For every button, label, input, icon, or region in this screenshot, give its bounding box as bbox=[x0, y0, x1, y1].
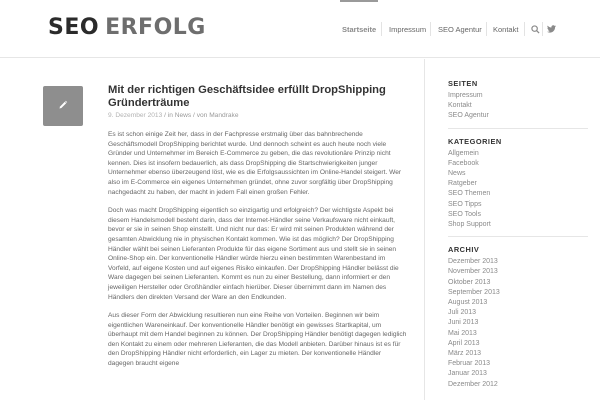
widget-divider bbox=[448, 236, 588, 237]
archive-link[interactable]: August 2013 bbox=[448, 299, 488, 307]
logo-text-primary: SEO bbox=[48, 15, 100, 40]
sidebar bbox=[448, 79, 588, 390]
category-link[interactable]: Shop Support bbox=[448, 221, 491, 229]
meta-separator: / von bbox=[191, 112, 210, 119]
category-link[interactable]: Allgemein bbox=[448, 149, 479, 157]
archive-link[interactable]: Februar 2013 bbox=[448, 360, 491, 368]
nav-startseite[interactable]: Startseite bbox=[342, 25, 377, 34]
nav-divider bbox=[542, 22, 543, 36]
nav-divider bbox=[486, 22, 487, 36]
nav-seo-agentur[interactable]: SEO Agentur bbox=[438, 25, 482, 34]
meta-separator: / in bbox=[162, 112, 175, 119]
archive-link[interactable]: Juli 2013 bbox=[448, 309, 477, 317]
post-paragraph: Es ist schon einige Zeit her, dass in der Fachpresse erstmalig über das bahnbrechende Geschäftsmodell DropShipping berichtet wurde. Und dennoch scheint es auch heute noch viele Gründer und Unternehmer im Bereich E-Commerce zu geben, die das revolutionäre Prinzip nicht kennen. Dies ist insofern bedauerlich, als dass DropShipping die Startschwierigkeiten junger Unternehmer ebenso überzeugend löst, wie es die Erfolgsaussichten im Online-Handel steigert. Wer also im E-Commerce ein eigenes Unternehmen gründet, ohne zuvor sorgfältig über DropShipping nachgedacht zu haben, der macht in jedem Fall einen großen Fehler. bbox=[108, 131, 402, 196]
post-date[interactable]: 9. Dezember 2013 bbox=[108, 112, 163, 119]
search-icon[interactable] bbox=[530, 24, 540, 34]
archive-link[interactable]: September 2013 bbox=[448, 288, 500, 296]
page-link-kontakt[interactable]: Kontakt bbox=[448, 102, 472, 110]
nav-impressum[interactable]: Impressum bbox=[389, 25, 427, 34]
page-link-impressum[interactable]: Impressum bbox=[448, 92, 483, 99]
category-link[interactable]: Facebook bbox=[448, 159, 479, 167]
nav-divider bbox=[381, 22, 382, 36]
post-meta bbox=[108, 112, 239, 119]
post-paragraph: Aus dieser Form der Abwicklung resultieren nun eine Reihe von Vorteilen. Beginnen wir beim eigentlichen Wareneinkauf. Der konventionelle Händler benötigt ein gewisses Startkapital, um überhaupt mit dem Handel beginnen zu können. Der DropShipping Händler benötigt dagegen lediglich den Kontakt zu einem oder mehreren Lieferanten, die das Modell anbieten. Darüber hinaus ist es für den DropShipping Händler nicht erforderlich, ein Lager zu mieten. Der konventionelle Händler dagegen braucht eigene bbox=[108, 312, 407, 368]
post-content bbox=[108, 130, 408, 378]
site-logo[interactable] bbox=[48, 16, 206, 40]
archive-link[interactable]: Mai 2013 bbox=[448, 329, 477, 337]
widget-title-categories: KATEGORIEN bbox=[448, 136, 502, 146]
page-link-seo-agentur[interactable]: SEO Agentur bbox=[448, 112, 489, 120]
archive-list bbox=[448, 257, 588, 390]
post-category-link[interactable]: News bbox=[174, 112, 192, 119]
nav-divider bbox=[430, 22, 431, 36]
sidebar-divider bbox=[424, 59, 425, 400]
archive-link[interactable]: Oktober 2013 bbox=[448, 278, 491, 286]
widget-divider bbox=[448, 128, 588, 129]
widget-title-pages: SEITEN bbox=[448, 79, 478, 88]
logo-text-secondary: ERFOLG bbox=[105, 15, 206, 40]
archive-link[interactable]: März 2013 bbox=[448, 350, 482, 358]
pencil-icon bbox=[58, 97, 68, 115]
twitter-icon[interactable] bbox=[546, 24, 556, 34]
archive-link[interactable]: Juni 2013 bbox=[448, 319, 479, 327]
archive-link[interactable]: November 2013 bbox=[448, 268, 498, 276]
nav-kontakt[interactable]: Kontakt bbox=[493, 25, 519, 34]
category-link[interactable]: SEO Themen bbox=[448, 190, 491, 198]
pages-list bbox=[448, 91, 588, 122]
widget-title-archive: ARCHIV bbox=[448, 245, 480, 255]
category-link[interactable]: Ratgeber bbox=[448, 180, 477, 188]
category-link[interactable]: SEO Tipps bbox=[448, 200, 482, 208]
site-header bbox=[0, 0, 600, 58]
archive-link[interactable]: Januar 2013 bbox=[448, 370, 487, 378]
archive-link[interactable]: Dezember 2013 bbox=[448, 258, 498, 266]
post-format-badge bbox=[43, 86, 83, 126]
nav-divider bbox=[524, 22, 525, 36]
post-paragraph: Doch was macht DropShipping eigentlich so einzigartig und erfolgreich? Der wichtigste Aspekt bei diesem Handelsmodell besteht darin, dass der Internet-Händler seine Verkaufsware nicht einkauft, bevor er sie in seinen Shop einstellt. Und nicht nur das: Er wird mit seinen Produkten während der gesamten Abwicklung nie in physischen Kontakt kommen. Wie ist das möglich? Der DropShipping Händler wählt bei seinen Lieferanten Produkte für das eigene Sortiment aus und stellt sie in seinen Online-Shop ein. Der konventionelle Händler würde hierzu einen bestimmten Warenbestand im Vorfeld, auf eigene Kosten und auf eigenes Risiko einkaufen. Der DropShipping Händler belässt die Ware dagegen bei seinen Lieferanten. Kommt es nun zu einer Bestellung, dann informiert er den jeweiligen Hersteller oder Großhändler einfach hierüber. Dieser übernimmt dann im Namen des Händlers den direkten Versand der Ware an den Endkunden. bbox=[108, 207, 399, 301]
category-link[interactable]: News bbox=[448, 170, 466, 178]
category-link[interactable]: SEO Tools bbox=[448, 210, 481, 218]
post-title[interactable]: Mit der richtigen Geschäftsidee erfüllt DropShipping Gründerträume bbox=[108, 84, 386, 109]
archive-link[interactable]: Dezember 2012 bbox=[448, 380, 498, 388]
post-author-link[interactable]: Mandrake bbox=[209, 112, 239, 119]
archive-link[interactable]: April 2013 bbox=[448, 339, 480, 347]
categories-list bbox=[448, 149, 588, 231]
